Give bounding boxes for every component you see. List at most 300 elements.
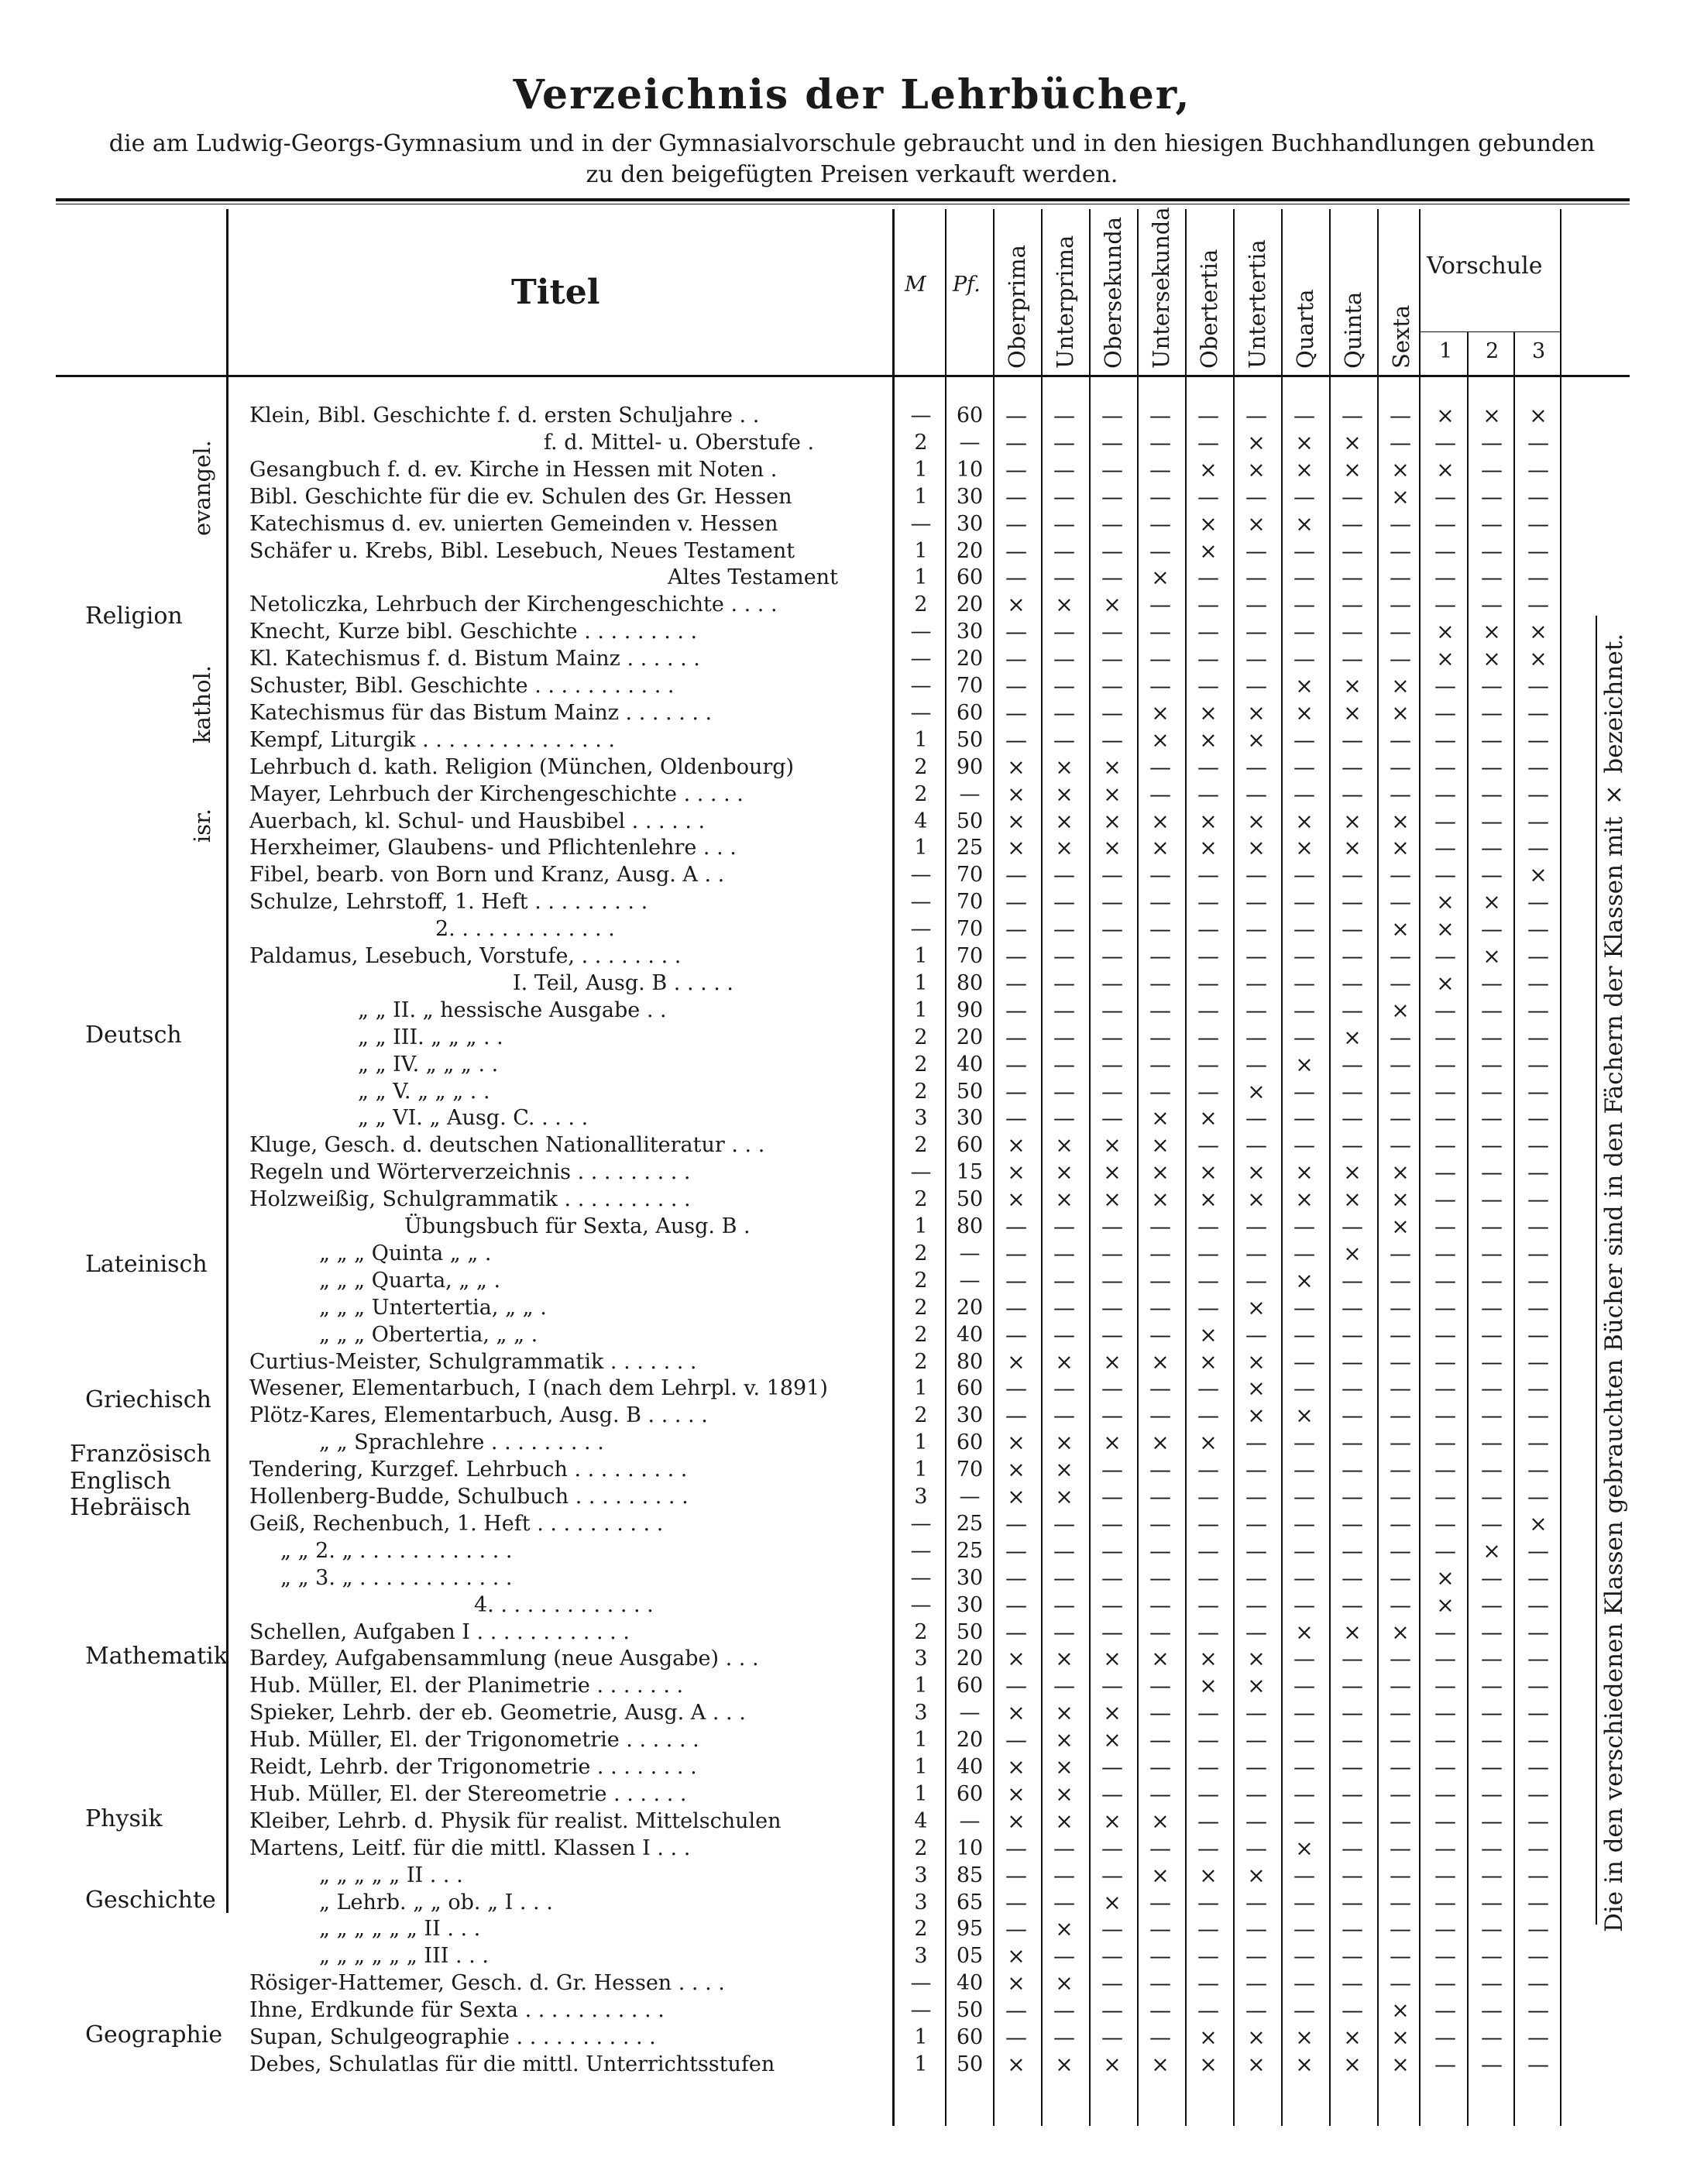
dash-mark: — [1342, 1916, 1363, 1942]
cross-mark: × [1151, 1430, 1170, 1456]
price-pfennig: 20 [956, 1728, 984, 1753]
dash-mark: — [1293, 1348, 1315, 1375]
dash-mark: — [1245, 970, 1267, 996]
class-header-unterprima: Unterprima [1052, 235, 1078, 369]
dash-mark: — [1481, 781, 1503, 807]
dash-mark: — [1005, 1537, 1027, 1564]
dash-mark: — [1434, 1240, 1456, 1266]
dash-mark: — [1342, 592, 1363, 618]
dash-mark: — [1245, 592, 1267, 618]
dash-mark: — [1101, 1997, 1123, 2024]
cross-mark: × [1007, 1132, 1025, 1159]
dash-mark: — [1390, 1105, 1411, 1131]
dash-mark: — [1293, 781, 1315, 807]
cross-mark: × [1247, 2024, 1266, 2050]
cross-mark: × [1295, 1403, 1314, 1429]
subject-geschichte: Geschichte [85, 1886, 216, 1914]
book-title: „ „ 3. „ . . . . . . . . . . . . [280, 1565, 513, 1590]
dash-mark: — [1101, 916, 1123, 943]
dash-mark: — [1101, 997, 1123, 1023]
dash-mark: — [1101, 565, 1123, 591]
dash-mark: — [1390, 1078, 1411, 1104]
book-title: Debes, Schulatlas für die mittl. Unterrichtsstufen [249, 2052, 775, 2076]
dash-mark: — [1053, 1862, 1075, 1888]
price-pfennig: 20 [956, 1295, 984, 1320]
dash-mark: — [1101, 1294, 1123, 1320]
book-title: Herxheimer, Glaubens- und Pflichtenlehre . . . [249, 836, 737, 860]
dash-mark: — [1527, 1403, 1549, 1429]
price-mark: — [910, 1511, 932, 1536]
class-header-quinta: Quinta [1340, 291, 1366, 369]
dash-mark: — [1390, 537, 1411, 564]
cross-mark: × [1199, 1862, 1218, 1888]
dash-mark: — [1481, 537, 1503, 564]
dash-mark: — [1197, 781, 1219, 807]
price-pfennig: 80 [956, 970, 984, 995]
dash-mark: — [1053, 1403, 1075, 1429]
dash-mark: — [1149, 1214, 1171, 1239]
dash-mark: — [1434, 1781, 1456, 1807]
dash-mark: — [1390, 1592, 1411, 1618]
dash-mark: — [1005, 1727, 1027, 1753]
dash-mark: — [1101, 1592, 1123, 1618]
cross-mark: × [1199, 699, 1218, 726]
dash-mark: — [1149, 1564, 1171, 1591]
dash-mark: — [1481, 1403, 1503, 1429]
price-pfennig: 70 [956, 674, 984, 698]
dash-mark: — [1101, 1403, 1123, 1429]
book-title: 4. . . . . . . . . . . . . [474, 1592, 654, 1617]
dash-mark: — [1342, 1943, 1363, 1969]
dash-mark: — [1293, 970, 1315, 996]
dash-mark: — [1434, 1186, 1456, 1213]
price-pfennig: 20 [956, 538, 984, 563]
dash-mark: — [1197, 1619, 1219, 1645]
dash-mark: — [1481, 1646, 1503, 1672]
dash-mark: — [1293, 1214, 1315, 1239]
dash-mark: — [1527, 1673, 1549, 1699]
price-pfennig: 60 [956, 1133, 984, 1158]
dash-mark: — [1149, 1457, 1171, 1483]
dash-mark: — [1342, 483, 1363, 510]
cross-mark: × [1103, 781, 1122, 807]
book-title: „ „ V. „ „ „ . . [358, 1079, 490, 1104]
dash-mark: — [1390, 1970, 1411, 1997]
book-title: Geiß, Rechenbuch, 1. Heft . . . . . . . . . . [249, 1511, 664, 1536]
dash-mark: — [1101, 537, 1123, 564]
dash-mark: — [1053, 646, 1075, 672]
dash-mark: — [1390, 1916, 1411, 1942]
dash-mark: — [1053, 2024, 1075, 2050]
dash-mark: — [1245, 483, 1267, 510]
book-title: Katechismus d. ev. unierten Gemeinden v. Hessen [249, 511, 778, 536]
dash-mark: — [1342, 1537, 1363, 1564]
price-mark: — [910, 1998, 932, 2023]
dash-mark: — [1342, 1214, 1363, 1239]
dash-mark: — [1527, 1564, 1549, 1591]
dash-mark: — [1481, 565, 1503, 591]
dash-mark: — [1245, 889, 1267, 915]
dash-mark: — [1005, 537, 1027, 564]
dash-mark: — [1245, 1321, 1267, 1348]
dash-mark: — [1197, 1754, 1219, 1780]
price-pfennig: — [959, 1808, 981, 1833]
dash-mark: — [1342, 1267, 1363, 1293]
cross-mark: × [1151, 1105, 1170, 1131]
dash-mark: — [1053, 862, 1075, 888]
cross-mark: × [1199, 726, 1218, 753]
cross-mark: × [1199, 1348, 1218, 1375]
book-title: Bardey, Aufgabensammlung (neue Ausgabe) . . . [249, 1647, 759, 1671]
dash-mark: — [1293, 1700, 1315, 1726]
dash-mark: — [1527, 1240, 1549, 1266]
dash-mark: — [1053, 889, 1075, 915]
dash-mark: — [1053, 1835, 1075, 1861]
dash-mark: — [1527, 1294, 1549, 1320]
dash-mark: — [1101, 726, 1123, 753]
dash-mark: — [1197, 1835, 1219, 1861]
dash-mark: — [1527, 1727, 1549, 1753]
dash-mark: — [1481, 997, 1503, 1023]
book-title: „ „ „ „ „ „ III . . . [319, 1944, 489, 1969]
dash-mark: — [1053, 1214, 1075, 1239]
dash-mark: — [1197, 1294, 1219, 1320]
dash-mark: — [1293, 1943, 1315, 1969]
dash-mark: — [1101, 1537, 1123, 1564]
dash-mark: — [1434, 1159, 1456, 1186]
dash-mark: — [1245, 619, 1267, 645]
dash-mark: — [1390, 403, 1411, 428]
cross-mark: × [1055, 1186, 1074, 1213]
cross-mark: × [1007, 592, 1025, 618]
dash-mark: — [1005, 1862, 1027, 1888]
dash-mark: — [1390, 1537, 1411, 1564]
price-mark: 2 [914, 1403, 928, 1428]
dash-mark: — [1434, 699, 1456, 726]
cross-mark: × [1055, 1430, 1074, 1456]
dash-mark: — [1197, 403, 1219, 428]
price-mark: — [910, 700, 932, 725]
dash-mark: — [1101, 646, 1123, 672]
book-title: „ „ „ Quinta „ „ . [319, 1241, 492, 1265]
dash-mark: — [1293, 1321, 1315, 1348]
cross-mark: × [1247, 1348, 1266, 1375]
price-mark: 2 [914, 781, 928, 806]
dash-mark: — [1481, 1754, 1503, 1780]
dash-mark: — [1434, 1537, 1456, 1564]
price-mark: — [910, 1160, 932, 1185]
cross-mark: × [1007, 1970, 1025, 1997]
dash-mark: — [1293, 483, 1315, 510]
dash-mark: — [1481, 862, 1503, 888]
cross-mark: × [1295, 1051, 1314, 1077]
book-title: Schäfer u. Krebs, Bibl. Lesebuch, Neues Testament [249, 538, 795, 563]
dash-mark: — [1149, 1754, 1171, 1780]
cross-mark: × [1151, 1348, 1170, 1375]
dash-mark: — [1390, 1457, 1411, 1483]
dash-mark: — [1390, 1024, 1411, 1050]
cross-mark: × [1199, 1430, 1218, 1456]
price-mark: 2 [914, 1052, 928, 1077]
price-pfennig: — [959, 1485, 981, 1509]
dash-mark: — [1342, 997, 1363, 1023]
price-mark: 3 [914, 1890, 928, 1914]
cross-mark: × [1055, 1484, 1074, 1509]
dash-mark: — [1245, 1132, 1267, 1159]
dash-mark: — [1149, 1537, 1171, 1564]
dash-mark: — [1197, 619, 1219, 645]
dash-mark: — [1390, 726, 1411, 753]
side-note: Die in den verschiedenen Klassen gebrauchten Bücher sind in den Fächern der Klassen mit × bezeichnet. [1600, 633, 1628, 1932]
dash-mark: — [1197, 565, 1219, 591]
dash-mark: — [1149, 1375, 1171, 1402]
price-mark: 1 [914, 1781, 928, 1806]
dash-mark: — [1342, 1375, 1363, 1402]
cross-mark: × [1343, 429, 1362, 455]
dash-mark: — [1197, 1484, 1219, 1509]
cross-mark: × [1436, 1564, 1455, 1591]
cross-mark: × [1199, 456, 1218, 482]
price-mark: 1 [914, 565, 928, 590]
dash-mark: — [1481, 1051, 1503, 1077]
price-pfennig: 85 [956, 1863, 984, 1887]
dash-mark: — [1293, 1132, 1315, 1159]
price-mark: — [910, 647, 932, 671]
price-pfennig: 70 [956, 1458, 984, 1482]
cross-mark: × [1391, 1214, 1410, 1239]
price-mark: 1 [914, 836, 928, 860]
dash-mark: — [1481, 2024, 1503, 2050]
cross-mark: × [1247, 2051, 1266, 2077]
price-pfennig: — [959, 1701, 981, 1726]
price-pfennig: 70 [956, 890, 984, 915]
cross-mark: × [1343, 1159, 1362, 1186]
dash-mark: — [1434, 1673, 1456, 1699]
price-mark: 4 [914, 809, 928, 833]
price-pfennig: 60 [956, 1430, 984, 1455]
dash-mark: — [1149, 1051, 1171, 1077]
price-mark: 2 [914, 1187, 928, 1212]
dash-mark: — [1527, 1781, 1549, 1807]
dash-mark: — [1481, 1673, 1503, 1699]
dash-mark: — [1434, 537, 1456, 564]
dash-mark: — [1527, 835, 1549, 861]
dash-mark: — [1197, 1943, 1219, 1969]
dash-mark: — [1149, 1781, 1171, 1807]
dash-mark: — [1434, 592, 1456, 618]
dash-mark: — [1101, 862, 1123, 888]
dash-mark: — [1390, 889, 1411, 915]
cross-mark: × [1055, 1132, 1074, 1159]
dash-mark: — [1293, 1105, 1315, 1131]
dash-mark: — [1245, 1727, 1267, 1753]
dash-mark: — [1293, 1024, 1315, 1050]
book-title: „ „ 2. „ . . . . . . . . . . . . [280, 1538, 513, 1563]
book-title: Paldamus, Lesebuch, Vorstufe, . . . . . . . . [249, 944, 682, 968]
dash-mark: — [1481, 1510, 1503, 1537]
dash-mark: — [1197, 1267, 1219, 1293]
dash-mark: — [1149, 1673, 1171, 1699]
dash-mark: — [1005, 1510, 1027, 1537]
price-mark: — [910, 620, 932, 644]
cross-mark: × [1007, 1943, 1025, 1969]
dash-mark: — [1527, 1537, 1549, 1564]
dash-mark: — [1434, 835, 1456, 861]
dash-mark: — [1342, 537, 1363, 564]
dash-mark: — [1197, 592, 1219, 618]
dash-mark: — [1342, 1051, 1363, 1077]
dash-mark: — [1245, 1997, 1267, 2024]
dash-mark: — [1293, 537, 1315, 564]
dash-mark: — [1053, 673, 1075, 699]
dash-mark: — [1390, 1375, 1411, 1402]
price-mark: 1 [914, 2025, 928, 2049]
dash-mark: — [1005, 1375, 1027, 1402]
cross-mark: × [1007, 1754, 1025, 1780]
price-pfennig: 60 [956, 2025, 984, 2049]
subtitle-line-1: die am Ludwig-Georgs-Gymnasium und in der Gymnasialvorschule gebraucht und in den hiesigen Buchhandlungen gebunden [108, 130, 1596, 157]
dash-mark: — [1293, 916, 1315, 943]
dash-mark: — [1053, 997, 1075, 1023]
dash-mark: — [1053, 429, 1075, 455]
cross-mark: × [1055, 1916, 1074, 1942]
dash-mark: — [1342, 1592, 1363, 1618]
dash-mark: — [1149, 1889, 1171, 1915]
cross-mark: × [1055, 1159, 1074, 1186]
cross-mark: × [1103, 1430, 1122, 1456]
dash-mark: — [1245, 1619, 1267, 1645]
dash-mark: — [1293, 1646, 1315, 1672]
dash-mark: — [1197, 1403, 1219, 1429]
dash-mark: — [1197, 1078, 1219, 1104]
dash-mark: — [1245, 1943, 1267, 1969]
dash-mark: — [1005, 565, 1027, 591]
cross-mark: × [1295, 510, 1314, 537]
dash-mark: — [1005, 429, 1027, 455]
dash-mark: — [1005, 1916, 1027, 1942]
dash-mark: — [1245, 781, 1267, 807]
dash-mark: — [1101, 483, 1123, 510]
cross-mark: × [1529, 619, 1548, 645]
cross-mark: × [1343, 1024, 1362, 1050]
cross-mark: × [1103, 1889, 1122, 1915]
cross-mark: × [1436, 1592, 1455, 1618]
price-mark: 2 [914, 1322, 928, 1347]
dash-mark: — [1390, 1510, 1411, 1537]
dash-mark: — [1434, 429, 1456, 455]
dash-mark: — [1293, 1375, 1315, 1402]
subject-griechisch: Griechisch [85, 1386, 211, 1413]
dash-mark: — [1481, 1294, 1503, 1320]
dash-mark: — [1245, 997, 1267, 1023]
dash-mark: — [1101, 943, 1123, 969]
column-header-title: Titel [511, 273, 600, 312]
dash-mark: — [1481, 726, 1503, 753]
price-pfennig: 15 [956, 1160, 984, 1185]
price-mark: 1 [914, 1430, 928, 1455]
dash-mark: — [1149, 1700, 1171, 1726]
dash-mark: — [1101, 510, 1123, 537]
dash-mark: — [1527, 1943, 1549, 1969]
book-title: „ Lehrb. „ „ ob. „ I . . . [319, 1890, 553, 1914]
dash-mark: — [1245, 1916, 1267, 1942]
dash-mark: — [1293, 1970, 1315, 1997]
dash-mark: — [1197, 754, 1219, 780]
dash-mark: — [1197, 997, 1219, 1023]
dash-mark: — [1434, 1051, 1456, 1077]
dash-mark: — [1527, 1214, 1549, 1239]
dash-mark: — [1434, 1430, 1456, 1456]
dash-mark: — [1053, 1889, 1075, 1915]
dash-mark: — [1197, 1916, 1219, 1942]
price-pfennig: 50 [956, 1619, 984, 1644]
price-pfennig: 50 [956, 1998, 984, 2023]
dash-mark: — [1005, 1403, 1027, 1429]
dash-mark: — [1390, 510, 1411, 537]
price-mark: 1 [914, 484, 928, 509]
price-mark: 2 [914, 1133, 928, 1158]
cross-mark: × [1247, 1646, 1266, 1672]
dash-mark: — [1053, 1267, 1075, 1293]
dash-mark: — [1005, 1214, 1027, 1239]
cross-mark: × [1391, 1159, 1410, 1186]
dash-mark: — [1197, 889, 1219, 915]
cross-mark: × [1529, 1510, 1548, 1537]
price-mark: 1 [914, 1728, 928, 1753]
price-pfennig: 40 [956, 1971, 984, 1996]
dash-mark: — [1342, 1754, 1363, 1780]
subject-religion: Religion [85, 602, 183, 630]
dash-mark: — [1527, 510, 1549, 537]
dash-mark: — [1390, 1700, 1411, 1726]
cross-mark: × [1103, 1132, 1122, 1159]
dash-mark: — [1245, 403, 1267, 428]
dash-mark: — [1293, 943, 1315, 969]
cross-mark: × [1247, 835, 1266, 861]
dash-mark: — [1481, 2051, 1503, 2077]
column-header-pfennig: Pf. [953, 273, 981, 297]
dash-mark: — [1390, 1321, 1411, 1348]
dash-mark: — [1149, 592, 1171, 618]
book-title: Hub. Müller, El. der Planimetrie . . . . . . . [249, 1674, 684, 1698]
dash-mark: — [1342, 1970, 1363, 1997]
price-pfennig: 50 [956, 1079, 984, 1104]
dash-mark: — [1197, 1132, 1219, 1159]
subject-deutsch: Deutsch [85, 1021, 182, 1049]
dash-mark: — [1342, 862, 1363, 888]
dash-mark: — [1053, 1997, 1075, 2024]
dash-mark: — [1197, 1214, 1219, 1239]
dash-mark: — [1527, 1186, 1549, 1213]
dash-mark: — [1245, 1700, 1267, 1726]
dash-mark: — [1053, 1240, 1075, 1266]
price-mark: 2 [914, 592, 928, 617]
dash-mark: — [1527, 997, 1549, 1023]
dash-mark: — [1005, 673, 1027, 699]
dash-mark: — [1390, 1781, 1411, 1807]
dash-mark: — [1527, 1024, 1549, 1050]
price-mark: 3 [914, 1701, 928, 1726]
cross-mark: × [1436, 403, 1455, 428]
book-title: Übungsbuch für Sexta, Ausg. B . [404, 1214, 751, 1238]
book-title: Knecht, Kurze bibl. Geschichte . . . . . . . . . [249, 620, 698, 644]
cross-mark: × [1391, 1997, 1410, 2024]
dash-mark: — [1481, 1619, 1503, 1645]
dash-mark: — [1527, 1267, 1549, 1293]
dash-mark: — [1245, 916, 1267, 943]
cross-mark: × [1007, 2051, 1025, 2077]
dash-mark: — [1149, 1997, 1171, 2024]
